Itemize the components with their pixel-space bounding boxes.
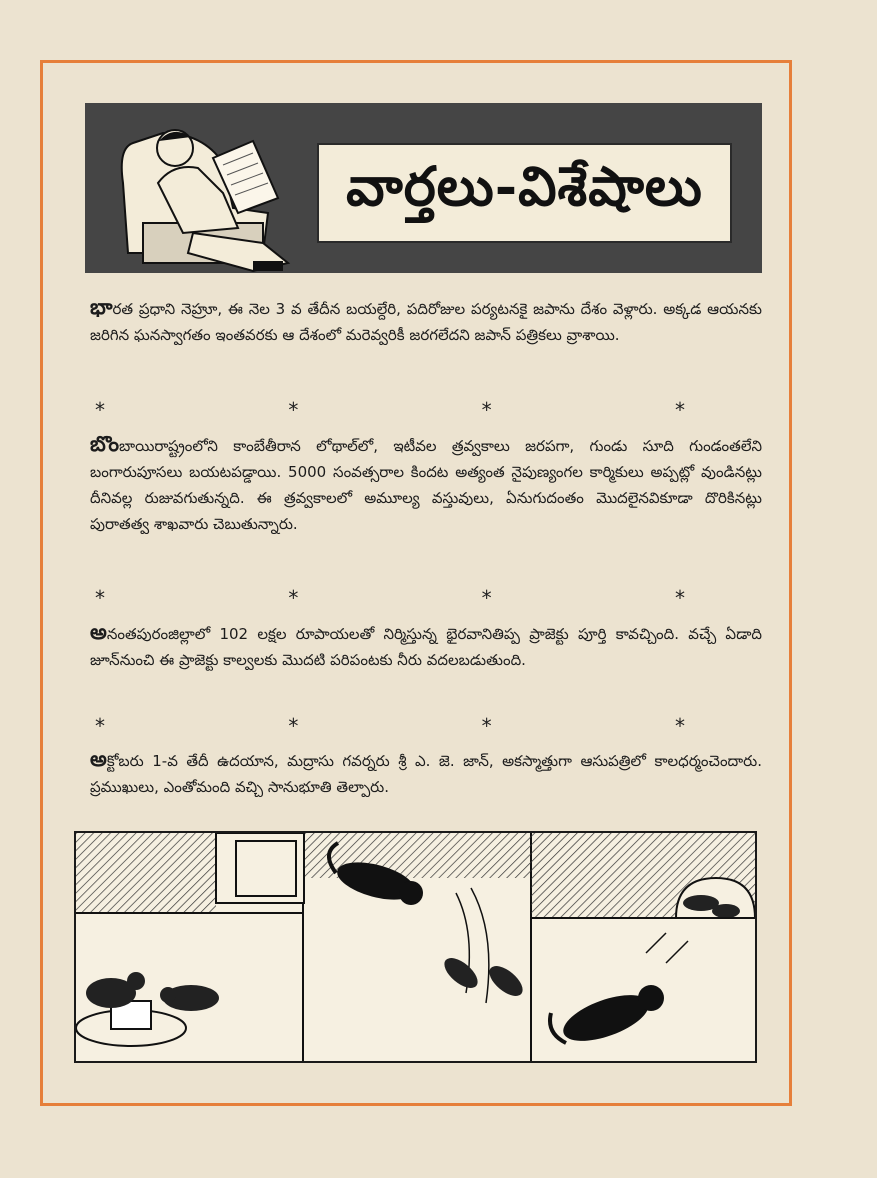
article-text: నంతపురంజిల్లాలో 102 లక్షల రూపాయలతో నిర్మిస్తున్న భైరవానితిప్ప ప్రాజెక్టు పూర్తి కావచ్చింది. వచ్చే ఏడాది జూన్‌నుంచి ఈ ప్రాజెక్టు కాల్వలకు మొదటి పరిపంటకు నీరు వదలబడుతుంది. <box>90 625 762 669</box>
article-lothal-excavation <box>90 431 762 537</box>
article-lead-letter: భా <box>90 295 113 319</box>
separator-star: * <box>481 398 492 422</box>
comic-illustration <box>76 833 755 1061</box>
separator-star: * <box>674 714 685 738</box>
separator-star: * <box>288 586 299 610</box>
article-anantapur-project <box>90 619 762 673</box>
article-text: క్టోబరు 1-వ తేదీ ఉదయాన, మద్రాసు గవర్నరు శ్రీ ఎ. జె. జాన్, అకస్మాత్తుగా ఆసుపత్రిలో కాలధర్మంచెందారు. ప్రముఖులు, ఎంతోమంది వచ్చి సానుభూతి తెల్పారు. <box>90 752 762 796</box>
article-text: రత ప్రధాని నెహ్రూ, ఈ నెల 3 వ తేదీన బయల్దేరి, పదిరోజుల పర్యటనకై జపాను దేశం వెళ్లారు. అక్కడ ఆయనకు జరిగిన ఘనస్వాగతం ఇంతవరకు ఆ దేశంలో మరెవ్వరికీ జరగలేదని జపాన్ పత్రికలు వ్రాశాయి. <box>90 300 762 344</box>
separator-star: * <box>481 586 492 610</box>
title-box <box>317 143 732 243</box>
separator-row <box>90 586 690 610</box>
separator-star: * <box>95 714 105 738</box>
page-title: వార్తలు-విశేషాలు <box>346 154 703 218</box>
separator-star: * <box>481 714 492 738</box>
separator-star: * <box>288 714 299 738</box>
separator-star: * <box>288 398 299 422</box>
article-lead-letter: అ <box>90 747 107 771</box>
header-banner <box>85 103 762 273</box>
separator-row <box>90 714 690 738</box>
article-nehru-japan <box>90 294 762 348</box>
article-madras-governor <box>90 746 762 800</box>
cat-and-mice-comic-strip <box>74 831 757 1063</box>
article-lead-letter: బొం <box>90 432 120 456</box>
separator-star: * <box>674 586 685 610</box>
article-lead-letter: అ <box>90 620 107 644</box>
article-text: బాయిరాష్ట్రంలోని కాంబేతీరాన లోథాల్‌లో, ఇటీవల త్రవ్వకాలు జరపగా, గుండు సూది గుండంతలేని బంగారుపూసలు బయటపడ్డాయి. 5000 సంవత్సరాల కిందట అత్యంత నైపుణ్యంగల కార్మికులు అప్పట్లో వుండినట్లు దీనివల్ల రుజువగుతున్నది. ఈ త్రవ్వకాలలో అమూల్య వస్తువులు, ఏనుగుదంతం మొదలైనవికూడా దొరికినట్లు పురాతత్వ శాఖవారు చెబుతున్నారు. <box>90 437 762 533</box>
separator-row <box>90 398 690 422</box>
separator-star: * <box>674 398 685 422</box>
separator-star: * <box>95 398 105 422</box>
separator-star: * <box>95 586 105 610</box>
man-reading-newspaper-illustration <box>103 103 323 273</box>
